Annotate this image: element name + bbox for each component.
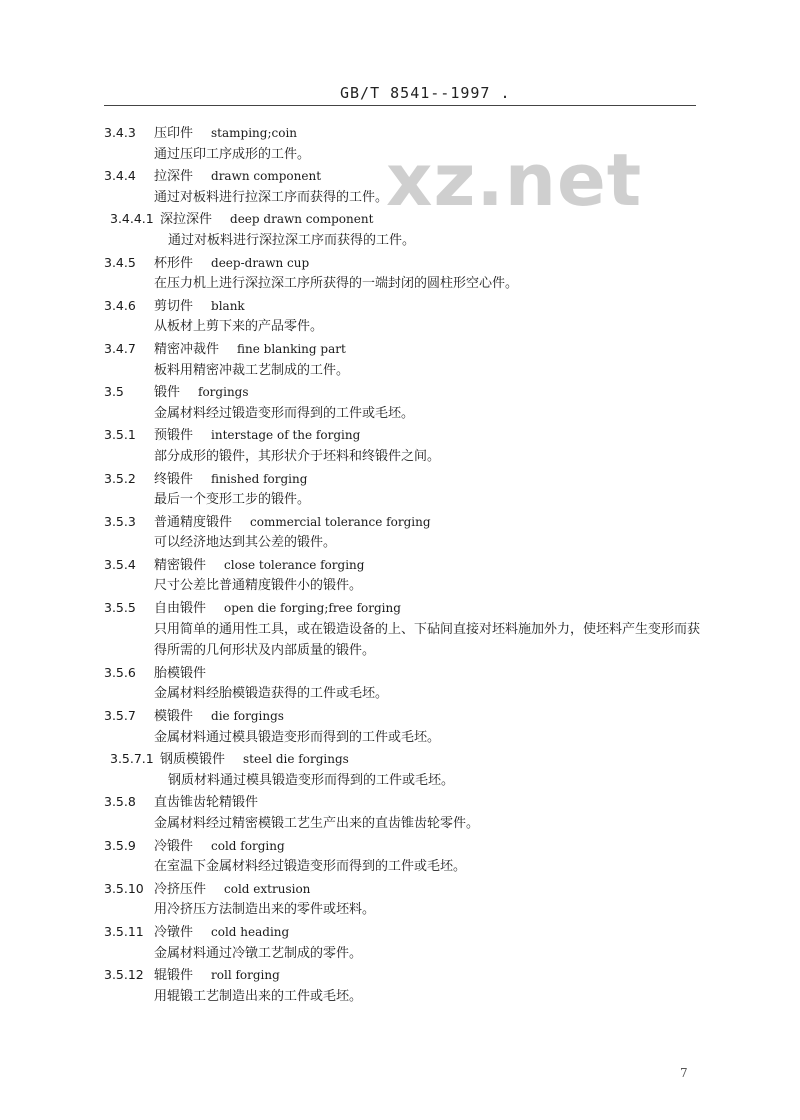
term-number: 3.5.6 — [104, 664, 136, 680]
term-chinese: 拉深件 — [154, 169, 194, 185]
term-english: blank — [211, 298, 245, 313]
term-definition: 从板材上剪下来的产品零件。 — [154, 319, 324, 335]
term-number: 3.5.3 — [104, 513, 136, 529]
term-number: 3.4.3 — [104, 125, 136, 140]
term-heading — [0, 122, 800, 144]
term-definition: 在室温下金属材料经过锻造变形而得到的工件或毛坯。 — [154, 859, 467, 875]
term-chinese: 自由锻件 — [154, 601, 207, 617]
term-definition: 钢质材料通过模具锻造变形而得到的工件或毛坯。 — [168, 772, 455, 788]
term-entry — [0, 964, 800, 1007]
term-number: 3.4.7 — [104, 340, 136, 356]
term-heading — [0, 835, 800, 857]
term-english: close tolerance forging — [224, 557, 365, 572]
term-definition: 板料用精密冲裁工艺制成的工件。 — [154, 362, 350, 378]
term-entry — [0, 338, 800, 381]
term-heading — [0, 295, 800, 317]
term-heading — [0, 964, 800, 986]
term-chinese: 深拉深件 — [160, 212, 213, 228]
term-chinese: 杯形件 — [154, 255, 194, 271]
term-number: 3.4.5 — [104, 254, 136, 270]
term-english: open die forging;free forging — [224, 601, 401, 616]
term-definition: 通过对板料进行深拉深工序而获得的工件。 — [168, 232, 416, 248]
term-entry — [0, 835, 800, 878]
standard-code: GB/T 8541--1997 . — [340, 84, 511, 102]
term-heading — [0, 424, 800, 446]
term-number: 3.4.4.1 — [110, 211, 154, 227]
term-chinese: 辊锻件 — [154, 968, 194, 984]
term-entry — [0, 468, 800, 511]
term-english: cold extrusion — [224, 881, 311, 896]
term-chinese: 精密锻件 — [154, 557, 207, 573]
term-definition: 可以经济地达到其公差的锻件。 — [154, 535, 337, 551]
term-english: fine blanking part — [237, 341, 346, 356]
term-english: stamping;coin — [211, 126, 298, 140]
term-english: steel die forgings — [243, 752, 349, 767]
term-definition: 最后一个变形工步的锻件。 — [154, 492, 311, 508]
term-definition: 尺寸公差比普通精度锻件小的锻件。 — [154, 578, 363, 594]
term-english: interstage of the forging — [211, 428, 361, 443]
term-entry — [0, 921, 800, 964]
term-heading — [0, 791, 800, 813]
term-heading — [0, 705, 800, 727]
term-definition: 通过压印工序成形的工件。 — [154, 146, 311, 162]
term-chinese: 精密冲裁件 — [154, 341, 220, 357]
term-entry — [0, 705, 800, 748]
term-definition: 用冷挤压方法制造出来的零件或坯料。 — [154, 902, 376, 918]
term-number: 3.5 — [104, 384, 124, 400]
term-chinese: 冷锻件 — [154, 838, 194, 854]
term-number: 3.5.11 — [104, 923, 144, 939]
term-english: finished forging — [211, 471, 308, 486]
term-entry — [0, 791, 800, 834]
term-chinese: 模锻件 — [154, 709, 194, 725]
term-english: die forgings — [211, 709, 284, 724]
term-heading — [0, 338, 800, 360]
term-english: cold heading — [211, 924, 290, 939]
term-chinese: 胎模锻件 — [154, 665, 207, 681]
page-header — [0, 80, 800, 104]
header-rule — [104, 105, 696, 106]
term-number: 3.5.10 — [104, 880, 144, 896]
page-number: 7 — [680, 1066, 688, 1080]
term-number: 3.5.9 — [104, 837, 136, 853]
term-number: 3.5.1 — [104, 427, 136, 443]
term-heading — [0, 468, 800, 490]
term-number: 3.5.5 — [104, 600, 136, 616]
term-number: 3.4.4 — [104, 168, 136, 184]
term-definition: 得所需的几何形状及内部质量的锻件。 — [154, 643, 376, 659]
term-number: 3.5.2 — [104, 470, 136, 486]
term-entry — [0, 748, 800, 791]
term-number: 3.5.7.1 — [110, 751, 154, 767]
term-number: 3.5.7 — [104, 708, 136, 724]
term-entry — [0, 295, 800, 338]
term-entry — [0, 208, 800, 251]
term-entry — [0, 122, 800, 165]
term-entry — [0, 662, 800, 705]
term-entry — [0, 424, 800, 467]
term-list — [0, 122, 800, 1007]
term-english: deep-drawn cup — [211, 255, 310, 270]
term-chinese: 普通精度锻件 — [154, 514, 233, 530]
term-english: forgings — [198, 385, 249, 400]
term-heading — [0, 511, 800, 533]
term-heading — [0, 165, 800, 187]
term-chinese: 锻件 — [154, 385, 181, 401]
term-entry — [0, 252, 800, 295]
term-number: 3.5.12 — [104, 967, 144, 983]
term-chinese: 冷镦件 — [154, 924, 194, 940]
term-definition: 金属材料经过锻造变形而得到的工件或毛坯。 — [154, 405, 415, 421]
term-definition: 用辊锻工艺制造出来的工件或毛坯。 — [154, 988, 363, 1004]
term-chinese: 压印件 — [154, 126, 194, 141]
term-entry — [0, 597, 800, 662]
term-definition: 通过对板料进行拉深工序而获得的工件。 — [154, 189, 389, 205]
term-english: commercial tolerance forging — [250, 514, 431, 529]
term-english: cold forging — [211, 838, 285, 853]
term-number: 3.5.4 — [104, 556, 136, 572]
term-definition: 金属材料经过精密模锻工艺生产出来的直齿锥齿轮零件。 — [154, 816, 480, 831]
term-definition: 只用简单的通用性工具，或在锻造设备的上、下砧间直接对坯料施加外力，使坯料产生变形而获 — [154, 621, 701, 637]
term-heading — [0, 662, 800, 684]
term-english: drawn component — [211, 169, 322, 184]
term-heading — [0, 554, 800, 576]
watermark: xz.net — [386, 138, 643, 222]
term-heading — [0, 252, 800, 274]
term-definition: 金属材料经胎模锻造获得的工件或毛坯。 — [154, 686, 389, 702]
term-chinese: 终锻件 — [154, 471, 194, 487]
term-entry — [0, 381, 800, 424]
term-heading — [0, 878, 800, 900]
term-entry — [0, 554, 800, 597]
term-heading — [0, 597, 800, 619]
term-chinese: 直齿锥齿轮精锻件 — [154, 795, 259, 811]
term-definition: 部分成形的锻件，其形状介于坯料和终锻件之间。 — [154, 448, 441, 464]
term-heading — [0, 381, 800, 403]
term-entry — [0, 165, 800, 208]
term-heading — [0, 748, 800, 770]
term-english: deep drawn component — [230, 212, 374, 227]
term-number: 3.5.8 — [104, 794, 136, 810]
term-entry — [0, 511, 800, 554]
term-heading — [0, 921, 800, 943]
term-chinese: 冷挤压件 — [154, 881, 207, 897]
term-chinese: 钢质模锻件 — [160, 752, 226, 768]
term-chinese: 剪切件 — [154, 298, 194, 314]
term-definition: 在压力机上进行深拉深工序所获得的一端封闭的圆柱形空心件。 — [154, 276, 519, 292]
term-english: roll forging — [211, 968, 280, 983]
term-definition: 金属材料通过模具锻造变形而得到的工件或毛坯。 — [154, 729, 441, 745]
term-chinese: 预锻件 — [154, 428, 194, 444]
term-entry — [0, 878, 800, 921]
term-definition: 金属材料通过冷镦工艺制成的零件。 — [154, 945, 363, 961]
term-heading — [0, 208, 800, 230]
term-number: 3.4.6 — [104, 297, 136, 313]
